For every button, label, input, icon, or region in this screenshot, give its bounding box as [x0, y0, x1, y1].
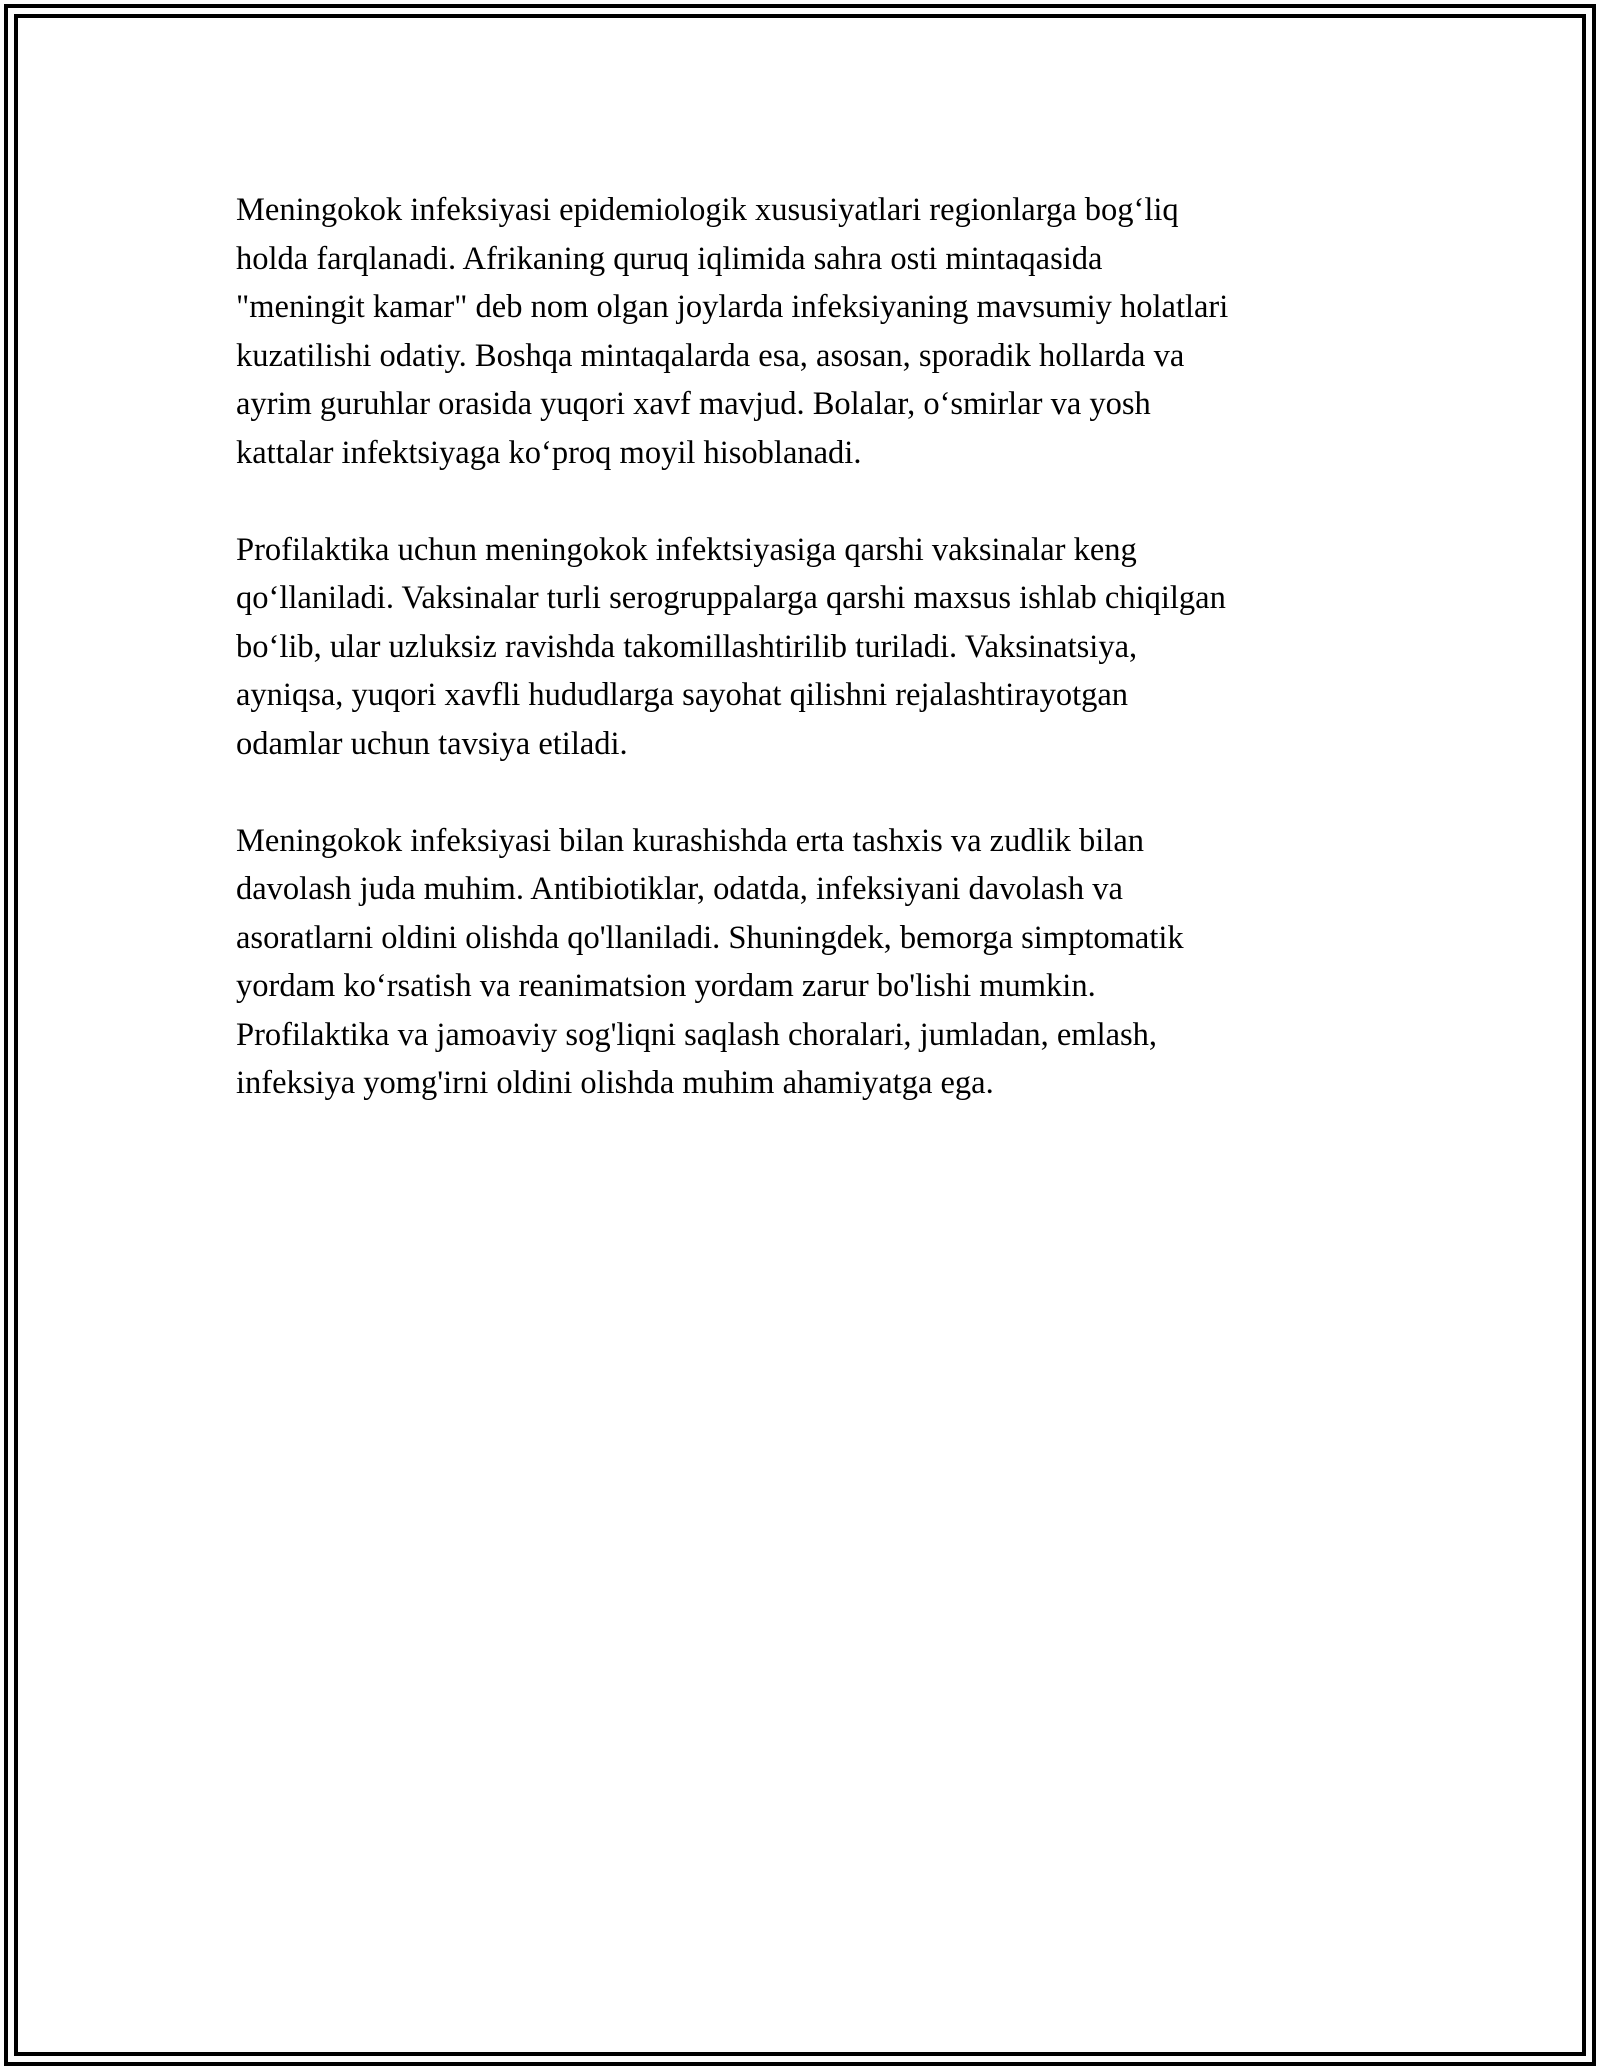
- paragraph-treatment: Meningokok infeksiyasi bilan kurashishda erta tashxis va zudlik bilan davolash juda muhim. Antibiotiklar, odatda, infeksiyani davolash va asoratlarni oldini olishda qo'llaniladi. Shuningdek, bemorga simptomatik yordam ko‘rsatish va reanimatsion yordam zarur bo'lishi mumkin. Profilaktika va jamoaviy sog'liqni saqlash choralari, jumladan, emlash, infeksiya yomg'irni oldini olishda muhim ahamiyatga ega.: [236, 822, 1184, 1101]
- document-body: [236, 186, 1396, 1156]
- paragraph-epidemiology: Meningokok infeksiyasi epidemiologik xususiyatlari regionlarga bog‘liq holda farqlanadi. Afrikaning quruq iqlimida sahra osti mintaqasida "meningit kamar" deb nom olgan joylarda infeksiyaning mavsumiy holatlari kuzatilishi odatiy. Boshqa mintaqalarda esa, asosan, sporadik hollarda va ayrim guruhlar orasida yuqori xavf mavjud. Bolalar, o‘smirlar va yosh kattalar infektsiyaga ko‘proq moyil hisoblanadi.: [236, 192, 1229, 471]
- paragraph-prevention: Profilaktika uchun meningokok infektsiyasiga qarshi vaksinalar keng qo‘llaniladi. Vaksinalar turli serogruppalarga qarshi maxsus ishlab chiqilgan bo‘lib, ular uzluksiz ravishda takomillashtirilib turiladi. Vaksinatsiya, ayniqsa, yuqori xavfli hududlarga sayohat qilishni rejalashtirayotgan odamlar uchun tavsiya etiladi.: [236, 531, 1226, 762]
